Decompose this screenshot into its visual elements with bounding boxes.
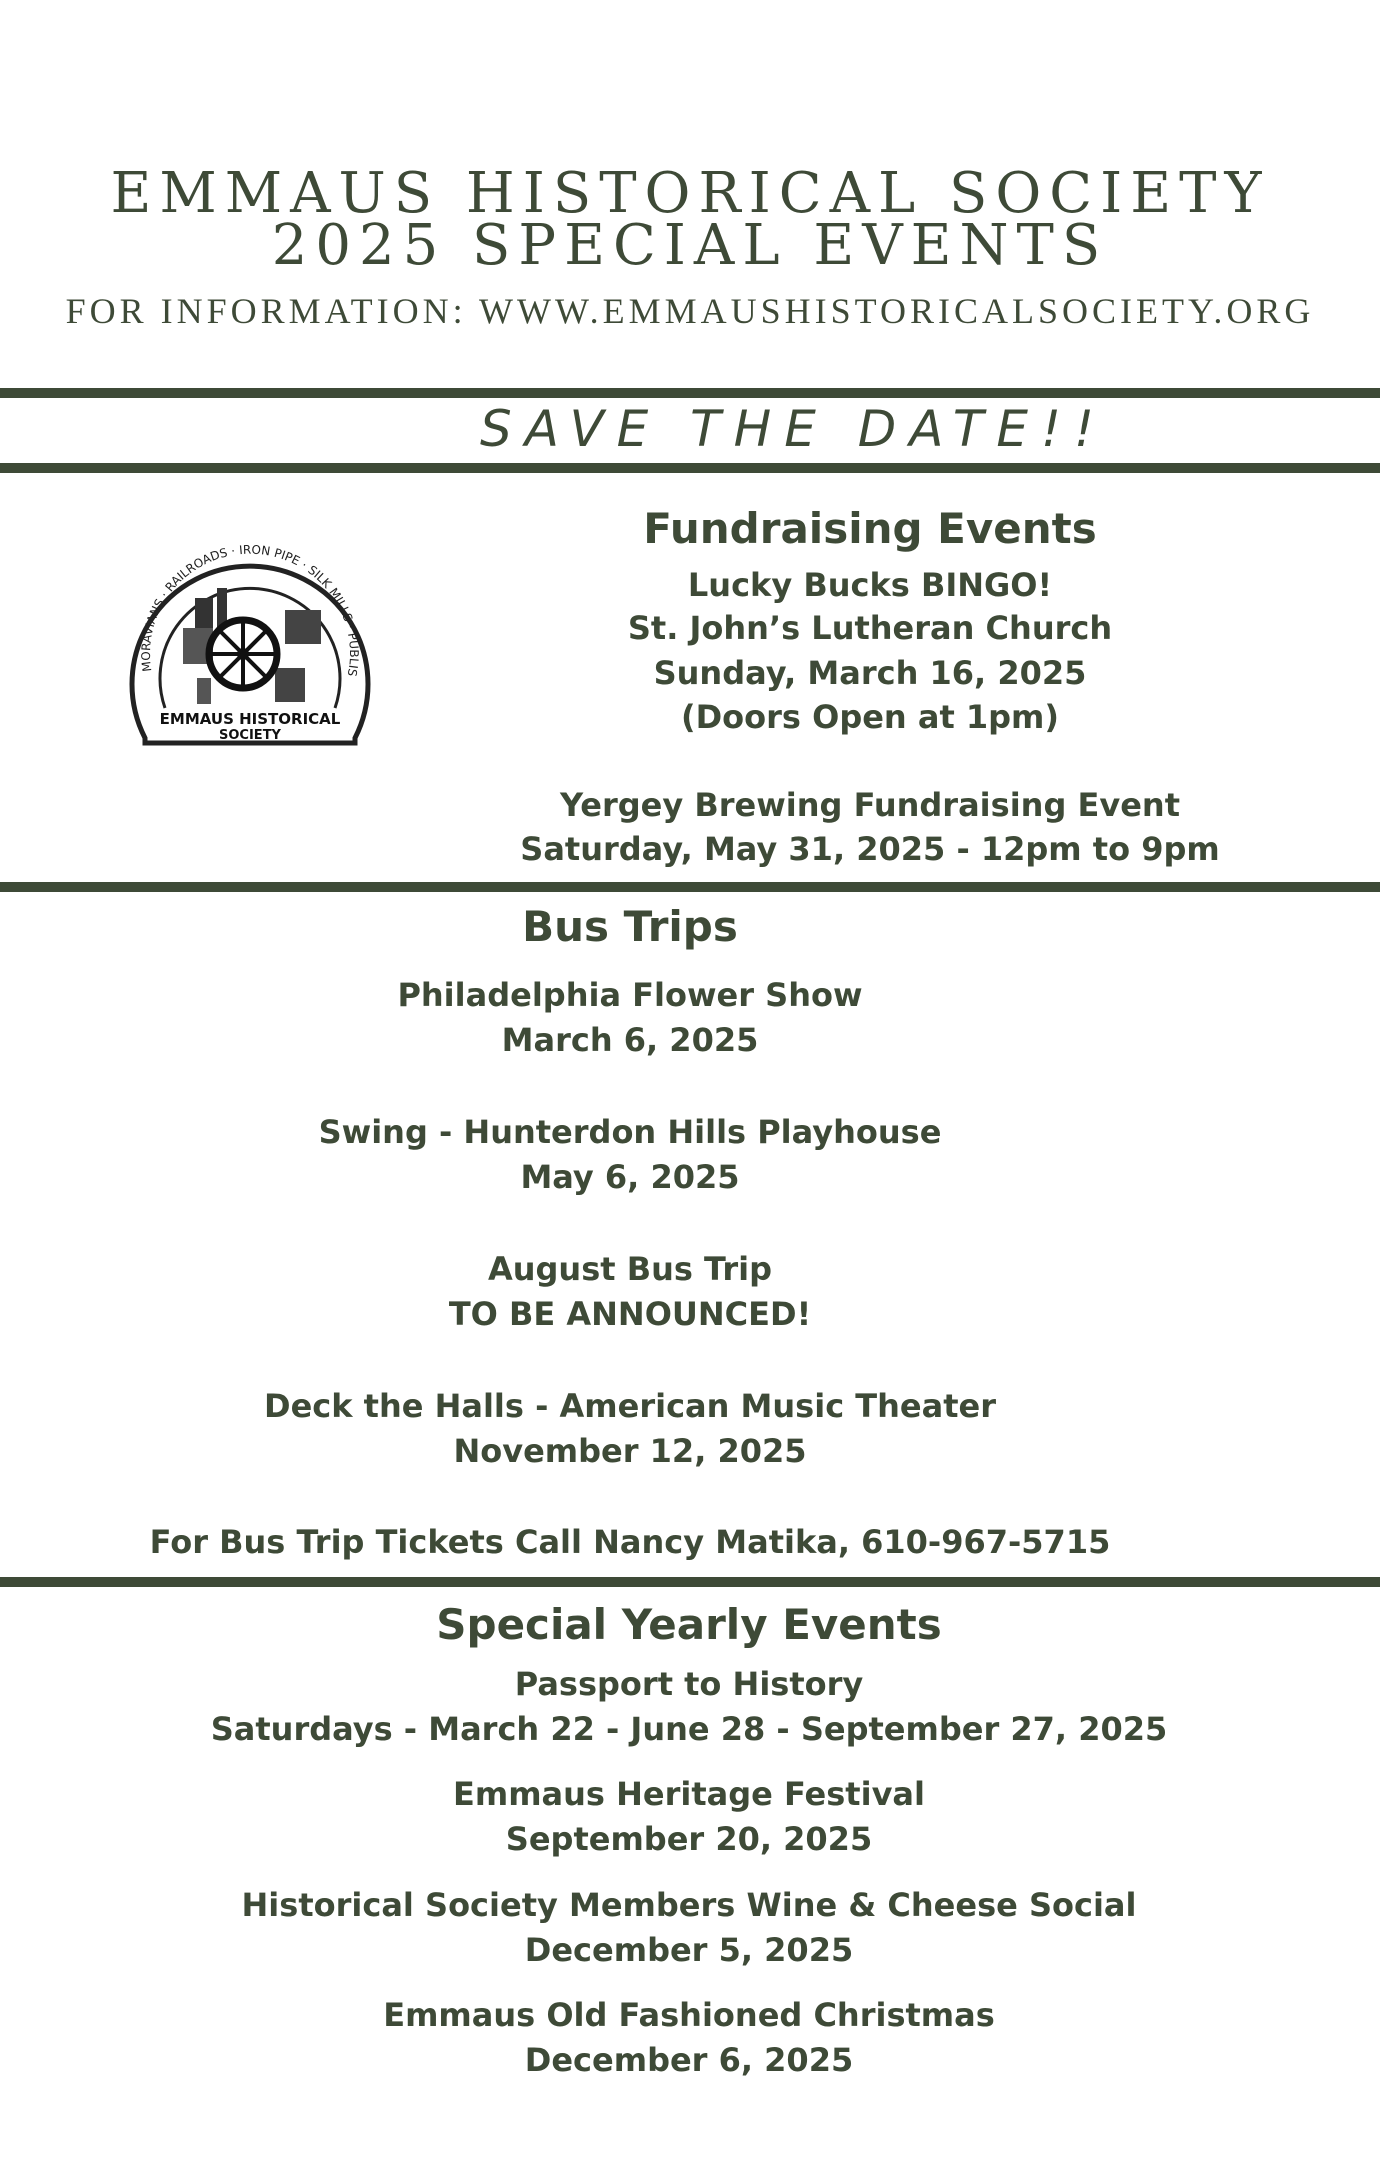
trip-1-name: Philadelphia Flower Show [397, 976, 863, 1014]
event-yergey-name: Yergey Brewing Fundraising Event [560, 786, 1180, 824]
yearly-heading: Special Yearly Events [436, 1600, 942, 1649]
trip-4-name: Deck the Halls - American Music Theater [264, 1387, 996, 1425]
yearly-2-date: September 20, 2025 [505, 1820, 873, 1858]
event-bingo-date: Sunday, March 16, 2025 [653, 654, 1087, 692]
event-bingo-name: Lucky Bucks BINGO! [687, 566, 1053, 604]
yearly-2-name: Emmaus Heritage Festival [453, 1775, 925, 1813]
yearly-1-name: Passport to History [514, 1665, 864, 1703]
yearly-1-date: Saturdays - March 22 - June 28 - September 27, 2025 [210, 1710, 1168, 1748]
trip-2-date: May 6, 2025 [520, 1158, 740, 1196]
yearly-4-date: December 6, 2025 [524, 2041, 854, 2079]
section-rule-2 [0, 1577, 1380, 1587]
bus-tickets-contact: For Bus Trip Tickets Call Nancy Matika, 610-967-5715 [149, 1523, 1111, 1561]
bus-trips-heading: Bus Trips [522, 902, 738, 951]
event-bingo-venue: St. John’s Lutheran Church [627, 609, 1113, 647]
info-line: FOR INFORMATION: WWW.EMMAUSHISTORICALSOCIETY.ORG [65, 291, 1315, 331]
event-bingo-note: (Doors Open at 1pm) [680, 698, 1060, 736]
trip-4-date: November 12, 2025 [453, 1432, 807, 1470]
trip-3-name: August Bus Trip [487, 1250, 773, 1288]
yearly-3-date: December 5, 2025 [524, 1931, 854, 1969]
top-rule-1 [0, 388, 1380, 398]
title-line-2: 2025 SPECIAL EVENTS [271, 213, 1109, 278]
logo-arc-text: MORAVIANS · RAILROADS · IRON PIPE · SILK MILLS · PUBLIS [138, 542, 362, 678]
fundraising-heading: Fundraising Events [643, 504, 1097, 553]
title-line-1: EMMAUS HISTORICAL SOCIETY [110, 161, 1270, 226]
top-rule-2 [0, 463, 1380, 473]
yearly-4-name: Emmaus Old Fashioned Christmas [383, 1996, 995, 2034]
section-rule-1 [0, 882, 1380, 892]
logo-name-line-2: SOCIETY [219, 728, 281, 743]
event-yergey-date: Saturday, May 31, 2025 - 12pm to 9pm [520, 830, 1220, 868]
save-the-date-banner: SAVE THE DATE!! [480, 400, 1108, 458]
trip-1-date: March 6, 2025 [501, 1021, 759, 1059]
trip-3-date: TO BE ANNOUNCED! [448, 1295, 812, 1333]
trip-2-name: Swing - Hunterdon Hills Playhouse [318, 1113, 942, 1151]
yearly-3-name: Historical Society Members Wine & Cheese Social [241, 1886, 1137, 1924]
logo-name-line-1: EMMAUS HISTORICAL [159, 710, 341, 728]
